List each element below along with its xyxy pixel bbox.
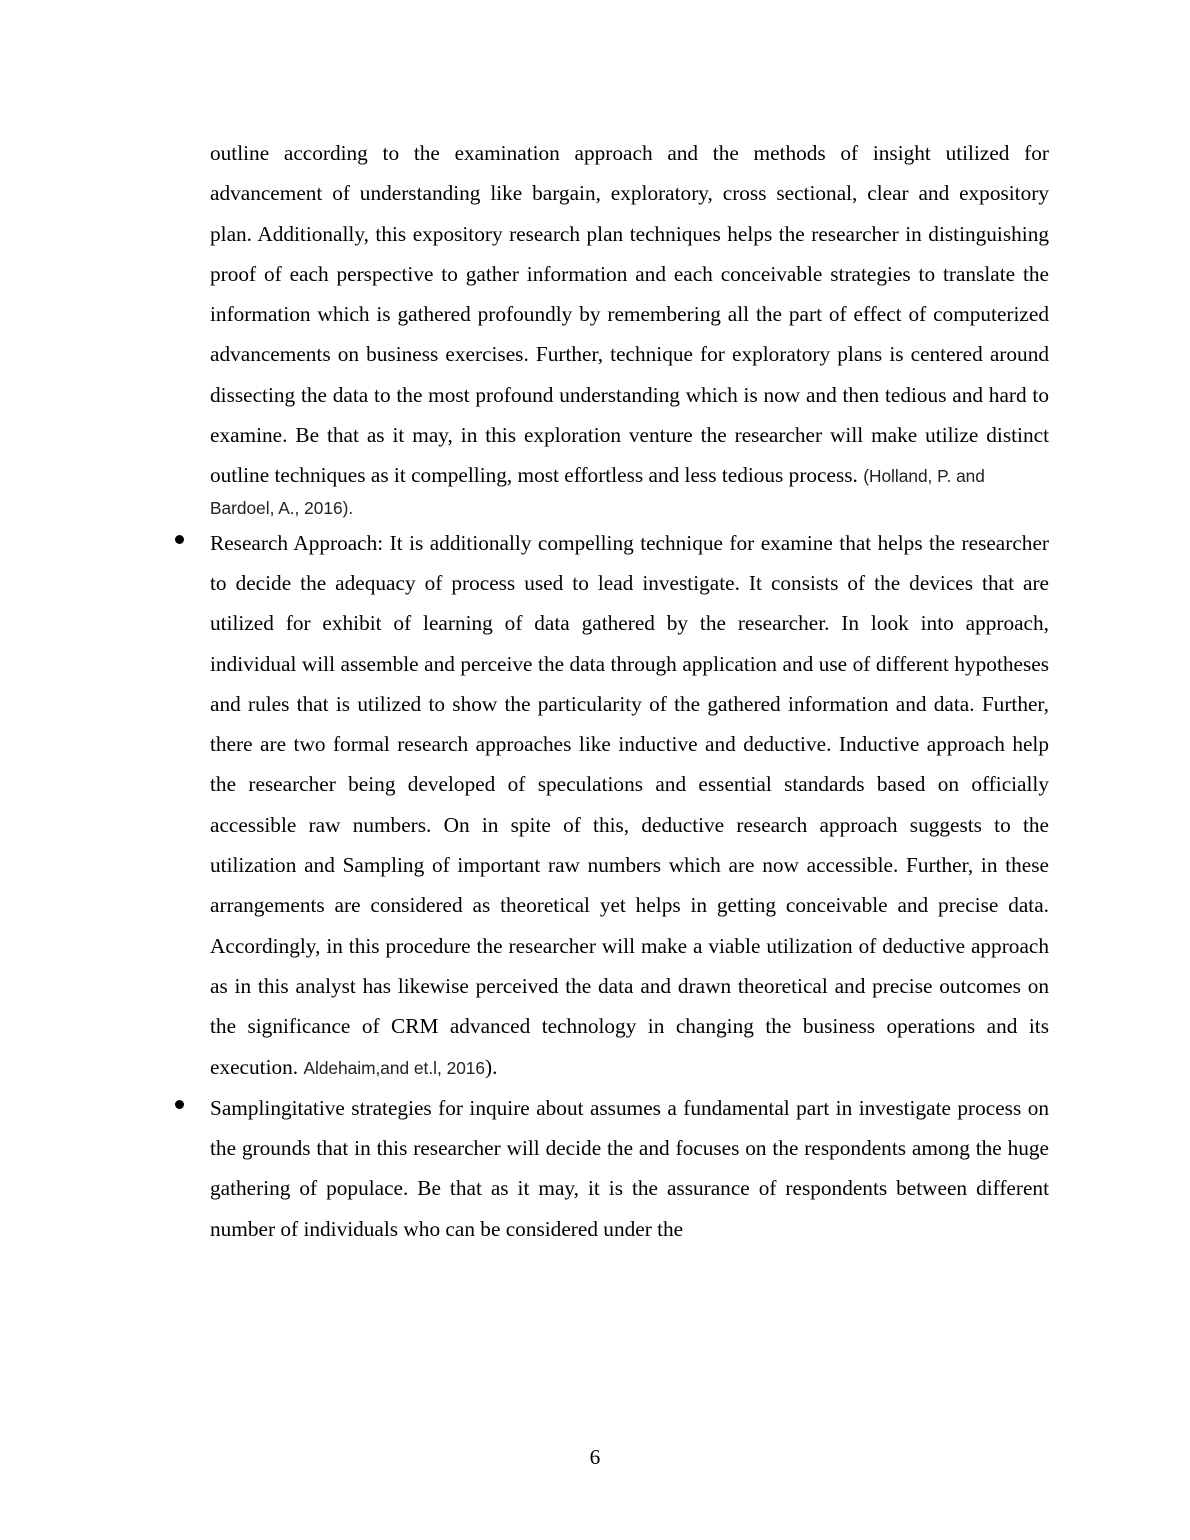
bullet-icon [175,1100,184,1109]
bullet-icon [175,535,184,544]
bullet-text: Samplingitative strategies for inquire about assumes a fundamental part in investigate process on the grounds that in this researcher will decide the and focuses on the respondents among the huge gathering of populace. Be that as it may, it is the assurance of respondents between different number of individuals who can be considered under the [210,1095,1049,1241]
page-number: 6 [589,1445,601,1469]
citation-holland: (Holland, P. and [863,466,985,487]
bullet-text: Research Approach: It is additionally compelling technique for examine that helps the researcher to decide the adequacy of process used to lead investigate. It consists of the devices that are utilized for exhibit of learning of data gathered by the researcher. In look into approach, individual will assemble and perceive the data through application and use of different hypotheses and rules that is utilized to show the particularity of the gathered information and data. Further, there are two formal research approaches like inductive and deductive. Inductive approach help the researcher being developed of speculations and essential standards based on officially accessible raw numbers. On in spite of this, deductive research approach suggests to the utilization and Sampling of important raw numbers which are now accessible. Further, in these arrangements are considered as theoretical yet helps in getting conceivable and precise data. Accordingly, in this procedure the researcher will make a viable utilization of deductive approach as in this analyst has likewise perceived the data and drawn theoretical and precise outcomes on the significance of CRM advanced technology in changing the business operations and its execution. [210,530,1049,1079]
list-item-research-approach [210,523,1049,1088]
body-text [210,133,1049,1249]
list-item-sampling [210,1088,1049,1249]
paragraph-research-design [210,133,1049,523]
paragraph-text: outline according to the examination approach and the methods of insight utilized for advancement of understanding like bargain, exploratory, cross sectional, clear and expository plan. Additionally, this expository research plan techniques helps the researcher in distinguishing proof of each perspective to gather information and each conceivable strategies to translate the information which is gathered profoundly by remembering all the part of effect of computerized advancements on business exercises. Further, technique for exploratory plans is centered around dissecting the data to the most profound understanding which is now and then tedious and hard to examine. Be that as it may, in this exploration venture the researcher will make utilize distinct outline techniques as it compelling, most effortless and less tedious process. [210,141,1049,488]
bullet-paragraph [210,523,1049,1088]
bullet-paragraph [210,1088,1049,1249]
citation-closing: ). [485,1054,498,1079]
citation-aldehaim: Aldehaim,and et.l, 2016 [303,1057,486,1078]
citation-holland-continued: Bardoel, A., 2016). [210,497,354,518]
